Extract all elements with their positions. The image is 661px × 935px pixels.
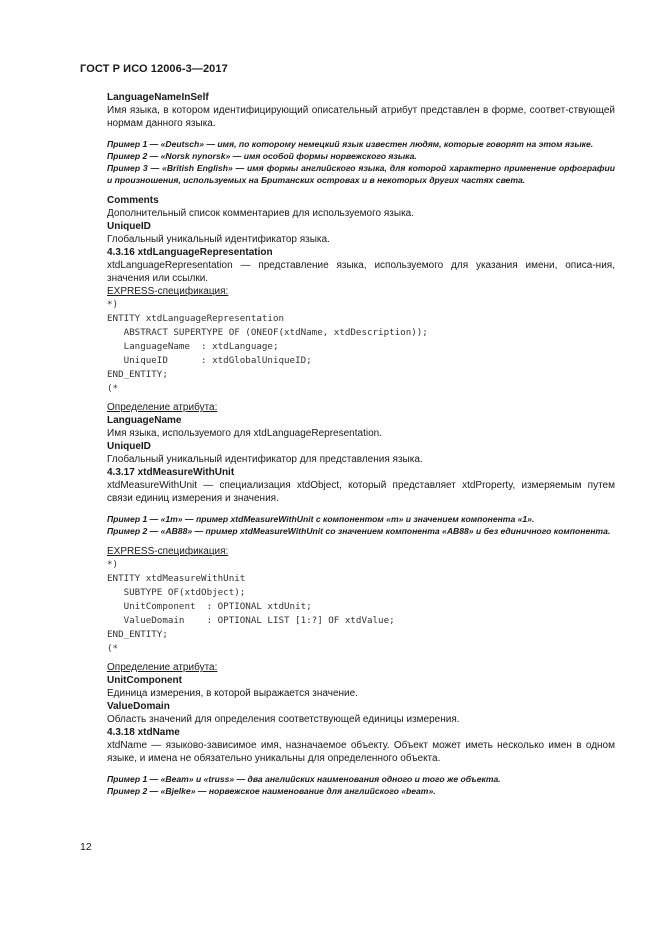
code-line: ABSTRACT SUPERTYPE OF (ONEOF(xtdName, xtdDescription)); (107, 327, 428, 338)
express-code-block (80, 558, 615, 656)
code-line: UnitComponent : OPTIONAL xtdUnit; (107, 601, 312, 612)
code-line: SUBTYPE OF(xtdObject); (107, 587, 246, 598)
code-line: (* (107, 643, 119, 654)
code-line: ENTITY xtdLanguageRepresentation (107, 313, 285, 324)
example-2: Пример 2 — «Bjelke» — норвежское наименование для английского «beam». (107, 786, 436, 796)
code-line: ENTITY xtdMeasureWithUnit (107, 573, 246, 584)
attribute-name: UnitComponent (107, 675, 182, 686)
page-content (80, 91, 615, 797)
attribute-text: Имя языка, используемого для xtdLanguageRepresentation. (107, 428, 382, 439)
express-code-block (80, 298, 615, 396)
attribute-name: UniqueID (107, 441, 151, 452)
code-line: ValueDomain : OPTIONAL LIST [1:?] OF xtdValue; (107, 615, 395, 626)
code-line: *) (107, 559, 119, 570)
example-1: Пример 1 — «1m» — пример xtdMeasureWithUnit с компонентом «m» и значением компонента «1». (107, 514, 535, 524)
page-header: ГОСТ Р ИСО 12006-3—2017 (80, 63, 228, 75)
attribute-text: Область значений для определения соответствующей единицы измерения. (107, 714, 460, 725)
section-text: xtdLanguageRepresentation — представление языка, используемого для указания имени, описа-ния, значения или ссылки. (107, 260, 615, 284)
attribute-definition-label: Определение атрибута: (107, 402, 218, 413)
attribute-text: Единица измерения, в которой выражается значение. (107, 688, 358, 699)
section-text: xtdMeasureWithUnit — специализация xtdObject, который представляет xtdProperty, измеряемым путем связи единиц измерения и значения. (107, 480, 615, 504)
code-line: (* (107, 383, 119, 394)
attribute-name: ValueDomain (107, 701, 170, 712)
term-definition: Глобальный уникальный идентификатор языка. (107, 234, 330, 245)
term-comments: Comments (107, 195, 159, 206)
attribute-name: LanguageName (107, 415, 182, 426)
term-definition: Дополнительный список комментариев для используемого языка. (107, 208, 415, 219)
example-2: Пример 2 — «Norsk nynorsk» — имя особой формы норвежского языка. (107, 151, 417, 161)
code-line: END_ENTITY; (107, 369, 168, 380)
example-3: Пример 3 — «British English» — имя формы английского языка, для которой характерно применение орфографии и произношения, используемых на Британских островах и в некоторых других частях света. (107, 163, 615, 185)
code-line: UniqueID : xtdGlobalUniqueID; (107, 355, 312, 366)
example-2: Пример 2 — «AB88» — пример xtdMeasureWithUnit со значением компонента «AB88» и без единичного компонента. (107, 526, 611, 536)
attribute-definition-label: Определение атрибута: (107, 662, 218, 673)
page-number: 12 (80, 841, 92, 853)
section-heading-4-3-17: 4.3.17 xtdMeasureWithUnit (107, 467, 235, 478)
example-1: Пример 1 — «Deutsch» — имя, по которому немецкий язык известен людям, которые говорят на этом языке. (107, 139, 594, 149)
section-text: xtdName — языково-зависимое имя, назначаемое объекту. Объект может иметь несколько имен в одном языке, и имена не обязательно уникальны для определенного объекта. (107, 740, 615, 764)
code-line: LanguageName : xtdLanguage; (107, 341, 279, 352)
express-label: EXPRESS-спецификация: (107, 286, 229, 297)
attribute-text: Глобальный уникальный идентификатор для представления языка. (107, 454, 423, 465)
term-language-name-in-self: LanguageNameInSelf (107, 92, 209, 103)
code-line: END_ENTITY; (107, 629, 168, 640)
section-heading-4-3-18: 4.3.18 xtdName (107, 727, 180, 738)
term-definition: Имя языка, в котором идентифицирующий описательный атрибут представлен в форме, соответ-ствующей нормам данного языка. (107, 105, 615, 129)
code-line: *) (107, 299, 119, 310)
term-unique-id: UniqueID (107, 221, 151, 232)
section-heading-4-3-16: 4.3.16 xtdLanguageRepresentation (107, 247, 273, 258)
express-label: EXPRESS-спецификация: (107, 546, 229, 557)
example-1: Пример 1 — «Beam» и «truss» — два английских наименования одного и того же объекта. (107, 774, 501, 784)
